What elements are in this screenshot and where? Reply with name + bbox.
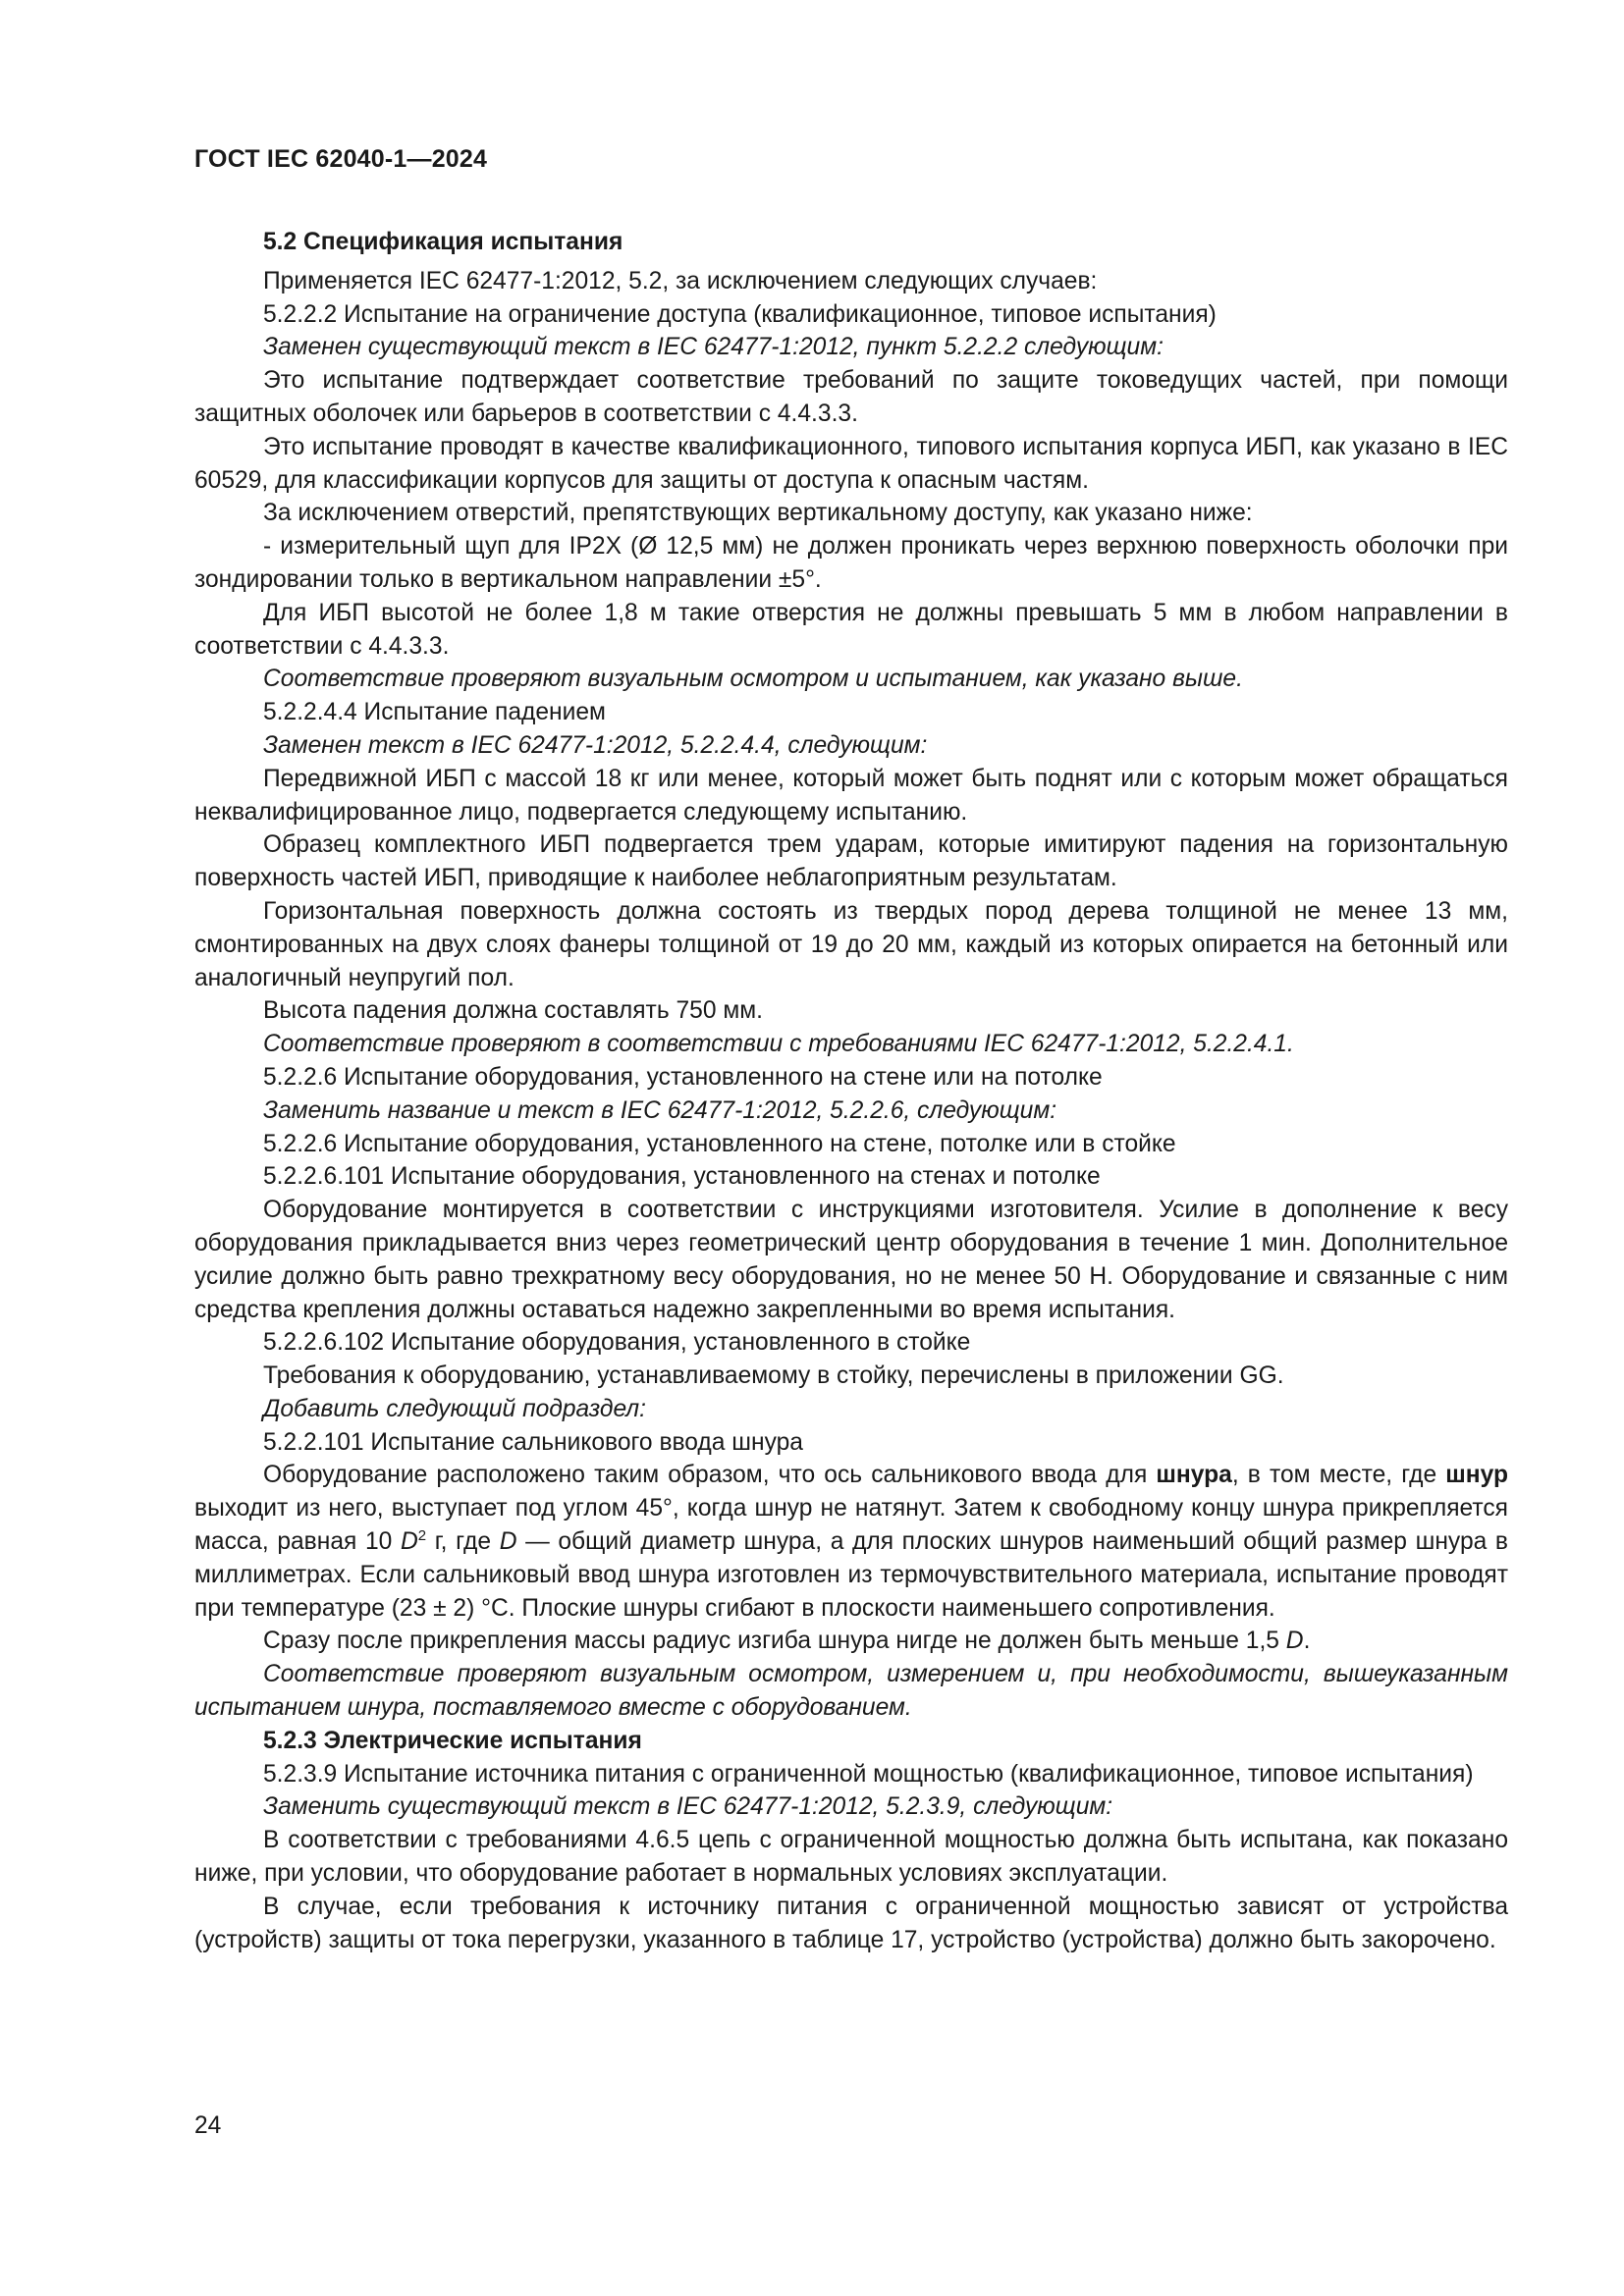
italic-note: Заменен текст в IEC 62477-1:2012, 5.2.2.4.4, следующим: (263, 731, 928, 759)
section-heading: 5.2.3 Электрические испытания (263, 1727, 642, 1754)
document-body (194, 226, 1508, 1956)
subsection-title: 5.2.2.6 Испытание оборудования, установленного на стене или на потолке (263, 1063, 1103, 1091)
paragraph: Оборудование расположено таким образом, что ось сальникового ввода для шнура, в том месте, где шнур выходит из него, выступает под углом 45°, когда шнур не натянут. Затем к свободному концу шнура прикрепляется масса, равная 10 $D^2$ г, где D — общий диаметр шнура, а для плоских шнуров наименьший общий размер шнура в миллиметрах. Если сальниковый ввод шнура изготовлен из термочувствительного материала, испытание проводят при температуре (23 ± 2) °С. Плоские шнуры сгибают в плоскости наименьшего сопротивления. (194, 1462, 1508, 1622)
list-item: - измерительный щуп для IP2X (Ø 12,5 мм) не должен проникать через верхнюю поверхность оболочки при зондировании только в вертикальном направлении ±5°. (194, 533, 1508, 593)
subsection-title: 5.2.2.4.4 Испытание падением (263, 699, 606, 726)
page-number: 24 (194, 2112, 222, 2139)
page-header-title: ГОСТ IEC 62040-1—2024 (194, 145, 488, 173)
paragraph: Для ИБП высотой не более 1,8 м такие отверстия не должны превышать 5 мм в любом направлении в соответствии с 4.4.3.3. (194, 599, 1508, 660)
paragraph: Передвижной ИБП с массой 18 кг или менее, который может быть поднят или с которым может обращаться неквалифицированное лицо, подвергается следующему испытанию. (194, 765, 1508, 826)
subsection-title: 5.2.2.6.101 Испытание оборудования, установленного на стенах и потолке (263, 1163, 1101, 1191)
italic-note: Добавить следующий подраздел: (263, 1395, 647, 1422)
subsection-title: 5.2.2.2 Испытание на ограничение доступа (квалификационное, типовое испытания) (263, 300, 1217, 328)
italic-note: Соответствие проверяют визуальным осмотром и испытанием, как указано выше. (263, 666, 1243, 693)
paragraph: Сразу после прикрепления массы радиус изгиба шнура нигде не должен быть меньше 1,5 D. (263, 1628, 1311, 1655)
paragraph: Применяется IEC 62477-1:2012, 5.2, за исключением следующих случаев: (263, 267, 1098, 294)
paragraph: Это испытание подтверждает соответствие требований по защите токоведущих частей, при помощи защитных оболочек или барьеров в соответствии с 4.4.3.3. (194, 367, 1508, 427)
paragraph: Оборудование монтируется в соответствии с инструкциями изготовителя. Усилие в дополнение к весу оборудования прикладывается вниз через геометрический центр оборудования в течение 1 мин. Дополнительное усилие должно быть равно трехкратному весу оборудования, но не менее 50 Н. Оборудование и связанные с ним средства крепления должны оставаться надежно закрепленными во время испытания. (194, 1197, 1508, 1323)
italic-note: Соответствие проверяют в соответствии с требованиями IEC 62477-1:2012, 5.2.2.4.1. (263, 1031, 1294, 1058)
paragraph: Требования к оборудованию, устанавливаемому в стойку, перечислены в приложении GG. (263, 1362, 1284, 1390)
paragraph: В случае, если требования к источнику питания с ограниченной мощностью зависят от устройства (устройств) защиты от тока перегрузки, указанного в таблице 17, устройство (устройства) должно быть закорочено. (194, 1893, 1508, 1953)
paragraph: В соответствии с требованиями 4.6.5 цепь с ограниченной мощностью должна быть испытана, как показано ниже, при условии, что оборудование работает в нормальных условиях эксплуатации. (194, 1827, 1508, 1888)
paragraph: Это испытание проводят в качестве квалификационного, типового испытания корпуса ИБП, как указано в IEC 60529, для классификации корпусов для защиты от доступа к опасным частям. (194, 433, 1508, 494)
italic-note: Соответствие проверяют визуальным осмотром, измерением и, при необходимости, вышеуказанным испытанием шнура, поставляемого вместе с оборудованием. (194, 1661, 1508, 1722)
italic-note: Заменить существующий текст в IEC 62477-1:2012, 5.2.3.9, следующим: (263, 1793, 1113, 1821)
bold-term: шнура (1156, 1462, 1232, 1489)
italic-note: Заменить название и текст в IEC 62477-1:2012, 5.2.2.6, следующим: (263, 1096, 1057, 1124)
paragraph: Горизонтальная поверхность должна состоять из твердых пород дерева толщиной не менее 13 мм, смонтированных на двух слоях фанеры толщиной от 19 до 20 мм, каждый из которых опирается на бетонный или аналогичный неупругий пол. (194, 897, 1508, 991)
italic-note: Заменен существующий текст в IEC 62477-1:2012, пункт 5.2.2.2 следующим: (263, 334, 1164, 361)
paragraph: Образец комплектного ИБП подвергается трем ударам, которые имитируют падения на горизонтальную поверхность частей ИБП, приводящие к наиболее неблагоприятным результатам. (194, 831, 1508, 892)
bold-term: шнур (1445, 1462, 1508, 1489)
subsection-title: 5.2.3.9 Испытание источника питания с ограниченной мощностью (квалификационное, типовое испытания) (263, 1760, 1474, 1788)
paragraph: Высота падения должна составлять 750 мм. (263, 997, 763, 1025)
section-heading: 5.2 Спецификация испытания (263, 229, 623, 255)
paragraph: За исключением отверстий, препятствующих вертикальному доступу, как указано ниже: (263, 500, 1253, 527)
subsection-title: 5.2.2.6.102 Испытание оборудования, установленного в стойке (263, 1329, 971, 1357)
subsection-title: 5.2.2.101 Испытание сальникового ввода шнура (263, 1428, 803, 1456)
subsection-title: 5.2.2.6 Испытание оборудования, установленного на стене, потолке или в стойке (263, 1130, 1176, 1157)
